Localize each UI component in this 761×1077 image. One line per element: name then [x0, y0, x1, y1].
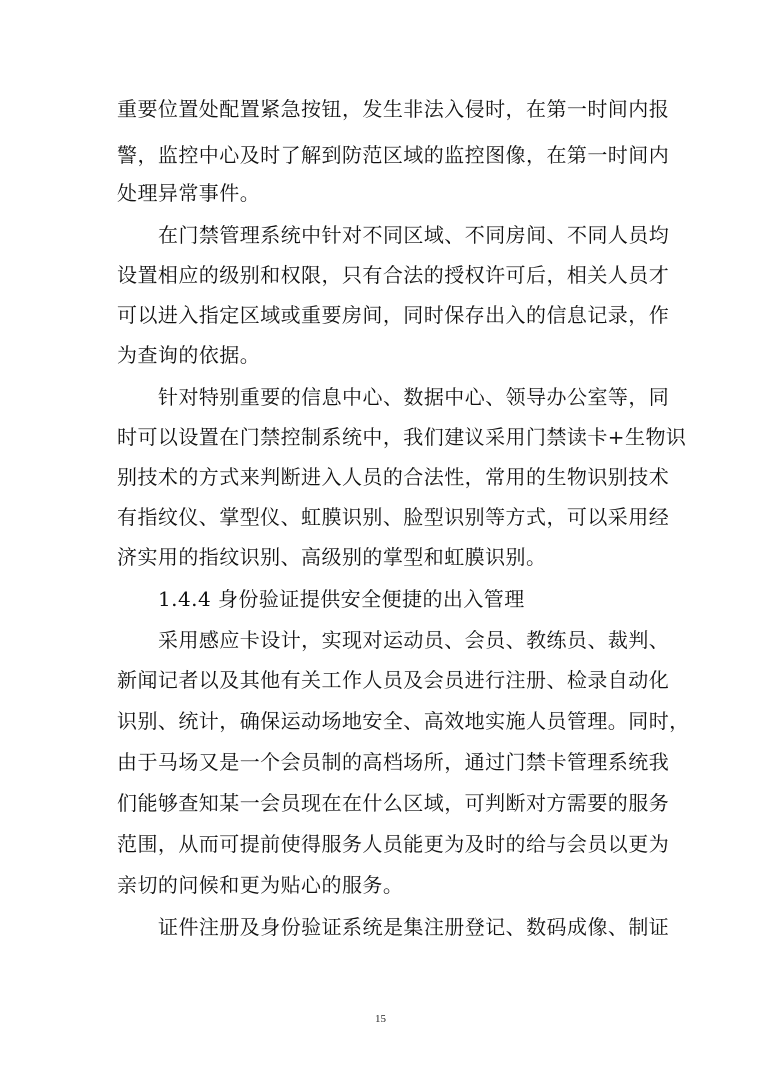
- paragraph-line: 有指纹仪、掌型仪、虹膜识别、脸型识别等方式，可以采用经: [117, 505, 670, 529]
- paragraph-line: 处理异常事件。: [117, 181, 261, 205]
- section-heading: 1.4.4 身份验证提供安全便捷的出入管理: [158, 587, 525, 611]
- paragraph-line: 时可以设置在门禁控制系统中，我们建议采用门禁读卡+生物识: [117, 425, 687, 449]
- paragraph-line: 识别、统计，确保运动场地安全、高效地实施人员管理。同时，: [117, 709, 690, 733]
- paragraph-line: 范围，从而可提前使得服务人员能更为及时的给与会员以更为: [117, 832, 670, 856]
- paragraph-line: 警，监控中心及时了解到防范区域的监控图像，在第一时间内: [117, 143, 670, 167]
- paragraph-line: 重要位置处配置紧急按钮，发生非法入侵时，在第一时间内报: [117, 97, 670, 121]
- paragraph-line: 济实用的指纹识别、高级别的掌型和虹膜识别。: [117, 545, 547, 569]
- page-number: 15: [375, 1013, 386, 1025]
- paragraph-line: 采用感应卡设计，实现对运动员、会员、教练员、裁判、: [158, 628, 670, 652]
- paragraph-line: 新闻记者以及其他有关工作人员及会员进行注册、检录自动化: [117, 668, 670, 692]
- paragraph-line: 可以进入指定区域或重要房间，同时保存出入的信息记录，作: [117, 303, 670, 327]
- paragraph-line: 在门禁管理系统中针对不同区域、不同房间、不同人员均: [158, 223, 670, 247]
- paragraph-line: 为查询的依据。: [117, 343, 261, 367]
- paragraph-line: 们能够查知某一会员现在在什么区域，可判断对方需要的服务: [117, 791, 670, 815]
- paragraph-line: 别技术的方式来判断进入人员的合法性，常用的生物识别技术: [117, 465, 670, 489]
- paragraph-line: 亲切的问候和更为贴心的服务。: [117, 873, 404, 897]
- paragraph-line: 针对特别重要的信息中心、数据中心、领导办公室等，同: [158, 385, 670, 409]
- paragraph-line: 证件注册及身份验证系统是集注册登记、数码成像、制证: [158, 915, 670, 939]
- paragraph-line: 设置相应的级别和权限，只有合法的授权许可后，相关人员才: [117, 263, 670, 287]
- paragraph-line: 由于马场又是一个会员制的高档场所，通过门禁卡管理系统我: [117, 750, 670, 774]
